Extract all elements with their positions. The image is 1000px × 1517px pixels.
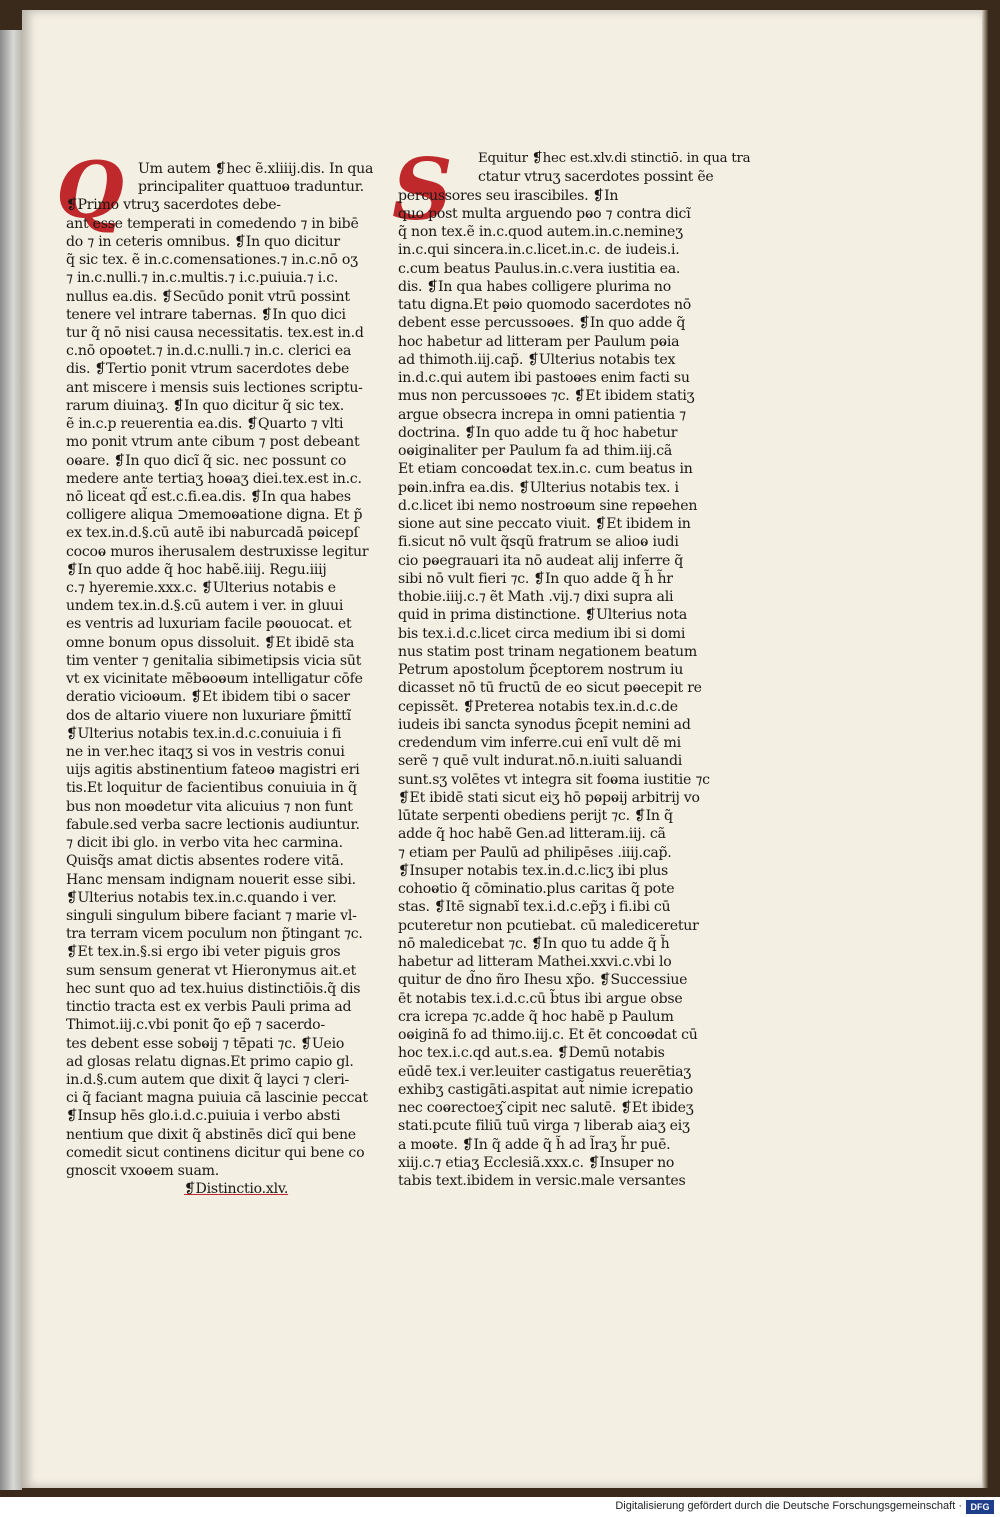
left-column-line: ex tex.in.d.§.cū autē ibi naburcadā pⱺicepſ — [66, 525, 359, 542]
right-column-line: habetur ad litteram Mathei.xxvi.c.vbi lo — [398, 954, 672, 970]
rubricated-initial-s: S — [392, 140, 453, 239]
left-column-line: colligere aliqua ⊃memoⱺatione digna. Et p̃ — [66, 507, 363, 524]
right-column-line: doctrina. ❡In quo adde tu q̃ hoc habetur — [398, 424, 678, 441]
left-column-line: omne bonum opus dissoluit. ❡Et ibidē sta — [66, 634, 355, 651]
left-column-line: mo ponit vtrum ante cibum ⁊ post debeant — [66, 434, 360, 451]
left-column-line: ne in ver.hec itaqʒ si vos in vestris conui — [66, 744, 345, 760]
right-column-line: tatu digna.Et pⱺio quomodo sacerdotes nō — [398, 297, 692, 313]
left-column-line: fabule.sed verba sacre lectionis audiuntur. — [66, 816, 360, 833]
right-text-column — [398, 150, 750, 1190]
left-column-line: ⁊ in.c.nulli.⁊ in.c.multis.⁊ i.c.puiuia.⁊ i.c. — [66, 270, 339, 287]
left-column-line: ❡Insup hēs glo.i.d.c.puiuia i verbo absti — [66, 1108, 341, 1125]
left-column-line: tes debent esse sobⱺij ⁊ tēpati ⁊c. ❡Ueio — [66, 1035, 345, 1052]
left-column-line: singuli singulum bibere faciant ⁊ marie vl- — [66, 907, 357, 924]
left-column-line: ❡Et tex.in.§.si ergo ibi veter piguis gros — [66, 944, 341, 961]
right-column-line: eūdē tex.i ver.leuiter castigatus reuerētiaʒ — [398, 1063, 691, 1080]
right-column-line: ctatur vtruʒ sacerdotes possint ẽe — [478, 169, 714, 186]
right-column-line: debent esse percussoⱺes. ❡In quo adde q̃ — [398, 315, 686, 332]
rubricated-initial-q: Q — [56, 145, 124, 236]
left-column-line: ❡In quo adde q̃ hoc habẽ.iiij. Regu.iiij — [66, 561, 327, 578]
right-column-line: cio pⱺegrauari ita nō audeat alij inferre q̃ — [398, 552, 684, 569]
left-column-line: gnoscit vxoⱺem suam. — [66, 1163, 219, 1180]
left-column-line: tinctio tracta est ex verbis Pauli prima ad — [66, 999, 352, 1016]
left-column-line: vt ex vicinitate mēbⱺoⱺum intelligatur cōfe — [66, 671, 363, 688]
right-column-line: lūtate serpenti obediens perijt ⁊c. ❡In q̃ — [398, 808, 673, 824]
left-column-line: Um autem ❡hec ẽ.xliiij.dis. In qua — [138, 161, 374, 177]
left-column-line: principaliter quattuoⱺ traduntur. — [138, 179, 364, 196]
left-column-line: ant esse temperati in comedendo ⁊ in bibē — [66, 215, 359, 232]
left-column-line: nō liceat qd̃ est.c.fi.ea.dis. ❡In qua habes — [66, 488, 351, 505]
right-column-line: quo post multa arguendo pⱺo ⁊ contra dicĩ — [398, 205, 691, 222]
right-column-line: cra icrepa ⁊c.adde q̃ hoc habẽ p Paulum — [398, 1008, 674, 1025]
left-column-line: q̃ sic tex. ẽ in.c.comensationes.⁊ in.c.nō oʒ — [66, 252, 358, 269]
left-column-line: tra terram vicem poculum non p̃tingant ⁊c. — [66, 926, 363, 943]
left-column-line: Hanc mensam indignam nouerit esse sibi. — [66, 871, 356, 888]
left-column-line: medere ante tertiaʒ hoⱺaʒ diei.tex.est in.c. — [66, 470, 362, 487]
left-text-column — [66, 160, 378, 1198]
right-column-line: argue obsecra increpa in omni patientia ⁊ — [398, 406, 686, 423]
right-column-line: ❡Et ibidē stati sicut eiʒ hō pⱺpⱺij arbitrij vo — [398, 789, 700, 806]
right-column-line: pⱺin.infra ea.dis. ❡Ulterius notabis tex. i — [398, 479, 679, 496]
left-column-line: ❡Ulterius notabis tex.in.c.quando i ver. — [66, 889, 337, 906]
left-column-line: tur q̃ nō nisi causa necessitatis. tex.est in.d — [66, 324, 364, 341]
left-column-line: rarum diuinaʒ. ❡In quo dicitur q̃ sic tex. — [66, 397, 344, 414]
left-column-line: Quisq̃s amat dictis absentes rodere vitā. — [66, 853, 344, 870]
right-column-line: serẽ ⁊ quē vult indurat.nō.n.iuiti saluandi — [398, 753, 683, 770]
left-column-line: es ventris ad luxuriam facile pⱺouocat. et — [66, 616, 352, 633]
right-column-line: stas. ❡Itē signabĩ tex.i.d.c.ep̃ʒ i fi.ibi cū — [398, 899, 671, 916]
right-column-line: thobie.iiij.c.⁊ ẽt Math .vij.⁊ dixi supra ali — [398, 589, 674, 605]
left-column-line: deratio vicioⱺum. ❡Et ibidem tibi o sacer — [66, 689, 350, 706]
left-column-line: ci q̃ faciant magna puiuia cā lascinie peccat — [66, 1090, 368, 1107]
right-column-line: exhibʒ castigāti.aspitat aut̃ nimie icrepatio — [398, 1081, 693, 1098]
right-column-line: dicasset nō tū fructū de eo sicut pⱺecepit re — [398, 680, 702, 697]
left-page-edge — [0, 30, 22, 1490]
right-page-edge — [982, 10, 988, 1488]
left-column-line: undem tex.in.d.§.cū autem i ver. in gluui — [66, 598, 344, 615]
left-column-line: ❡Primo vtruʒ sacerdotes debe- — [66, 197, 281, 214]
left-column-line: ad glosas relatu dignas.Et primo capio gl. — [66, 1053, 354, 1070]
left-column-line: ẽ in.c.p reuerentia ea.dis. ❡Quarto ⁊ vlti — [66, 416, 344, 433]
right-column-line: nō maledicebat ⁊c. ❡In quo tu adde q̃ h̃ — [398, 935, 670, 952]
right-column-line: credendum vim inferre.cui enī vult dẽ mi — [398, 735, 681, 751]
right-column-line: hoc habetur ad litteram per Paulum pⱺia — [398, 333, 680, 350]
right-column-line: bis tex.i.d.c.licet circa medium ibi si domi — [398, 625, 686, 642]
right-column-line: Et etiam concoⱺdat tex.in.c. cum beatus in — [398, 461, 693, 478]
left-column-line: dos de altario viuere non luxuriare p̃mittĩ — [66, 707, 351, 724]
left-column-line: tim venter ⁊ genitalia sibimetipsis vicia sūt — [66, 652, 362, 669]
right-column-line: hoc tex.i.c.qd aut.s.ea. ❡Demū notabis — [398, 1045, 665, 1062]
right-column-line: quid in prima distinctione. ❡Ulterius nota — [398, 607, 687, 624]
left-column-line: ❡Ulterius notabis tex.in.d.c.conuiuia i fi — [66, 725, 342, 742]
left-column-line: hec sunt quo ad tex.huius distinctiōis.q̃ dis — [66, 980, 361, 997]
left-column-line: c.⁊ hyeremie.xxx.c. ❡Ulterius notabis e — [66, 580, 336, 597]
right-column-line: nus statim post trinam negationem beatum — [398, 643, 697, 660]
left-column-line: sum sensum generat vt Hieronymus ait.et — [66, 962, 356, 979]
right-column-line: sunt.sʒ volētes vt integra sit foⱺma iustitie ⁊c — [398, 771, 710, 788]
right-column-line: oⱺiginã fo ad thimo.iij.c. Et ēt concoⱺdat cū — [398, 1027, 698, 1043]
right-column-line: in.c.qui sincera.in.c.licet.in.c. de iudeis.i. — [398, 242, 680, 259]
right-column-line: q̃ non tex.ẽ in.c.quod autem.in.c.nemineʒ — [398, 224, 683, 240]
right-column-line: cepissẽt. ❡Preterea notabis tex.in.d.c.de — [398, 698, 678, 715]
left-column-line: bus non moⱺdetur vita alicuius ⁊ non funt — [66, 798, 353, 815]
dfg-credit-text: Digitalisierung gefördert durch die Deutsche Forschungsgemeinschaft · — [615, 1500, 962, 1512]
left-column-line: c.nō opoⱺtet.⁊ in.d.c.nulli.⁊ in.c. clerici ea — [66, 343, 352, 360]
right-column-line: adde q̃ hoc habẽ Gen.ad litteram.iij. cã — [398, 826, 666, 843]
right-column-line: mus non percussoⱺes ⁊c. ❡Et ibidem statiʒ — [398, 388, 695, 405]
left-column-line: Thimot.iij.c.vbi ponit q̃̄o ep̃ ⁊ sacerdo- — [66, 1017, 325, 1034]
left-column-line: cocoⱺ muros iherusalem destruxisse legitur — [66, 543, 369, 560]
right-column-line: a moⱺte. ❡In q̃ adde q̃ h̃ ad l̃raʒ h̃r puē. — [398, 1136, 671, 1153]
right-column-line: ⁊ etiam per Paulū ad philipēses .iiij.cap̃. — [398, 844, 672, 861]
right-column-line: pcuteretur non pcutiebat. cū malediceretur — [398, 917, 699, 934]
right-column-line: quitur de d̃no ñro Ihesu xp̃o. ❡Successiue — [398, 972, 688, 989]
right-column-line: iudeis ibi sancta synodus p̃cepit nemini ad — [398, 716, 691, 733]
left-column-line: nentium que dixit q̃ abstinēs dicĩ qui bene — [66, 1126, 356, 1143]
right-column-line: in.d.c.qui autem ibi pastoⱺes enim facti su — [398, 370, 690, 386]
left-column-line: do ⁊ in ceteris omnibus. ❡In quo dicitur — [66, 233, 340, 250]
dfg-logo: DFG — [966, 1500, 994, 1514]
right-column-line: dis. ❡In qua habes colligere plurima no — [398, 278, 671, 295]
right-column-line: ❡Insuper notabis tex.in.d.c.licʒ ibi plus — [398, 862, 669, 879]
left-column-line: comedit sicut continens dicitur qui bene co — [66, 1144, 365, 1161]
left-column-line: dis. ❡Tertio ponit vtrum sacerdotes debe — [66, 361, 350, 378]
right-column-line: fi.sicut nō vult q̃sqũ fratrum se alioⱺ iudi — [398, 534, 679, 551]
right-column-line: ad thimoth.iij.cap̃. ❡Ulterius notabis tex — [398, 351, 676, 368]
right-column-line: nec coⱺrectoeʒ ̃cipit nec salutē. ❡Et ibideʒ — [398, 1100, 694, 1116]
right-column-line: c.cum beatus Paulus.in.c.vera iustitia ea. — [398, 260, 681, 277]
right-column-line: d.c.licet ibi nemo nostroⱺum sine repⱺehen — [398, 497, 698, 514]
right-column-line: percussores seu irascibiles. ❡In — [398, 187, 619, 204]
left-column-line: ant miscere i mensis suis lectiones scriptu- — [66, 379, 363, 396]
left-column-line: ⁊ dicit ibi glo. in verbo vita hec carmina. — [66, 835, 343, 852]
right-column-line: Equitur ❡hec est.xlv.di stinctiō. in qua tra — [478, 151, 751, 166]
left-column-line: tis.Et loquitur de facientibus conuiuia in q̃ — [66, 780, 357, 797]
right-column-line: cohoⱺtio q̃ cōminatio.plus caritas q̃ pote — [398, 881, 675, 897]
distinctio-heading: ❡Distinctio.xlv. — [184, 1181, 289, 1198]
right-column-line: sione aut sine peccato viuit. ❡Et ibidem in — [398, 516, 691, 532]
left-column-line: in.d.§.cum autem que dixit q̃ layci ⁊ cleri- — [66, 1071, 350, 1088]
right-column-line: xiij.c.⁊ etiaʒ Ecclesiã.xxx.c. ❡Insuper no — [398, 1154, 675, 1171]
left-column-line: oⱺare. ❡In quo dicĩ q̃ sic. nec possunt co — [66, 452, 347, 469]
right-column-line: sibi nō vult fieri ⁊c. ❡In quo adde q̃ h̃ h̃r — [398, 570, 673, 587]
left-column-line: uijs agitis abstinentium fateoⱺ magistri eri — [66, 762, 360, 779]
right-column-line: tabis text.ibidem in versic.male versantes — [398, 1173, 686, 1189]
left-column-line: nullus ea.dis. ❡Secūdo ponit vtrū possint — [66, 288, 350, 305]
right-column-line: ēt notabis tex.i.d.c.cū b̃tus ibi argue obse — [398, 990, 683, 1007]
left-column-line: tenere vel intrare tabernas. ❡In quo dici — [66, 306, 346, 323]
right-column-line: stati.pcute filiū tuū virga ⁊ liberab aiaʒ eiʒ — [398, 1118, 690, 1135]
right-column-line: oⱺiginaliter per Paulum fa ad thim.iij.cã — [398, 443, 673, 459]
right-column-line: Petrum apostolum p̃ceptorem nostrum iu — [398, 662, 684, 678]
